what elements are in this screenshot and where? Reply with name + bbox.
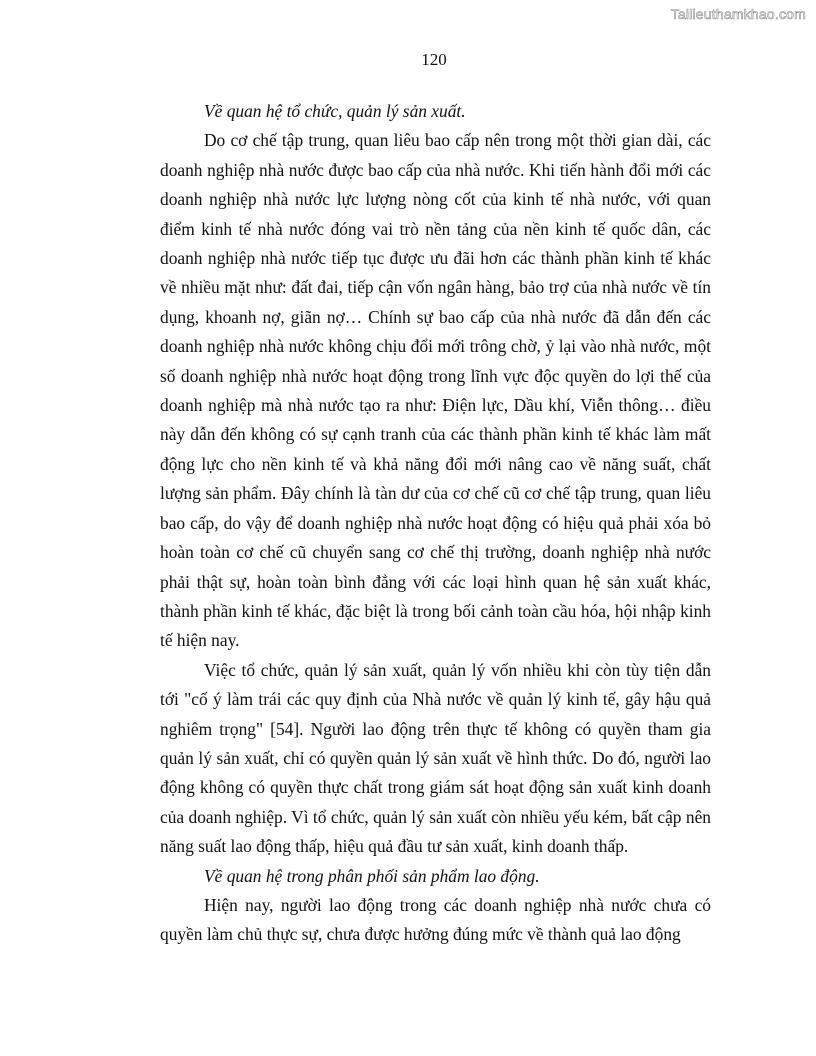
section-heading-distribution: Về quan hệ trong phân phối sản phẩm lao động. [204,865,540,886]
page-number: 120 [421,50,447,69]
document-body [160,97,711,950]
section-heading-organization: Về quan hệ tổ chức, quản lý sản xuất. [204,101,466,121]
watermark: Tailieuthamkhao.com [670,6,806,22]
paragraph-distribution: Hiện nay, người lao động trong các doanh nghiệp nhà nước chưa có quyền làm chủ thực sự, chưa được hưởng đúng mức về thành quả lao động [160,894,711,945]
paragraph-subsidy-mechanism: Do cơ chế tập trung, quan liêu bao cấp nên trong một thời gian dài, các doanh nghiệp nhà nước được bao cấp của nhà nước. Khi tiến hành đổi mới các doanh nghiệp nhà nước lực lượng nòng cốt của kinh tế nhà nước, với quan điểm kinh tế nhà nước đóng vai trò nền tảng của nền kinh tế quốc dân, các doanh nghiệp nhà nước tiếp tục được ưu đãi hơn các thành phần kinh tế khác về nhiều mặt như: đất đai, tiếp cận vốn ngân hàng, bảo trợ của nhà nước về tín dụng, khoanh nợ, giãn nợ… Chính sự bao cấp của nhà nước đã dẫn đến các doanh nghiệp nhà nước không chịu đổi mới trông chờ, ỷ lại vào nhà nước, một số doanh nghiệp nhà nước hoạt động trong lĩnh vực độc quyền do lợi thế của doanh nghiệp mà nhà nước tạo ra như: Điện lực, Dầu khí, Viễn thông… điều này dẫn đến không có sự cạnh tranh của các thành phần kinh tế khác làm mất động lực cho nền kinh tế và khả năng đổi mới nâng cao về năng suất, chất lượng sản phẩm. Đây chính là tàn dư của cơ chế cũ cơ chế tập trung, quan liêu bao cấp, do vậy để doanh nghiệp nhà nước hoạt động có hiệu quả phải xóa bỏ hoàn toàn cơ chế cũ chuyển sang cơ chế thị trường, doanh nghiệp nhà nước phải thật sự, hoàn toàn bình đẳng với các loại hình quan hệ sản xuất khác, thành phần kinh tế khác, đặc biệt là trong bối cảnh toàn cầu hóa, hội nhập kinh tế hiện nay. [160,130,711,651]
paragraph-production-management: Việc tổ chức, quản lý sản xuất, quản lý vốn nhiều khi còn tùy tiện dẫn tới "cố ý làm trái các quy định của Nhà nước về quản lý kinh tế, gây hậu quả nghiêm trọng" [54]. Người lao động trên thực tế không có quyền tham gia quản lý sản xuất, chỉ có quyền quản lý sản xuất về hình thức. Do đó, người lao động không có quyền thực chất trong giám sát hoạt động sản xuất kinh doanh của doanh nghiệp. Vì tổ chức, quản lý sản xuất còn nhiều yếu kém, bất cập nên năng suất lao động thấp, hiệu quả đầu tư sản xuất, kinh doanh thấp. [160,659,711,857]
